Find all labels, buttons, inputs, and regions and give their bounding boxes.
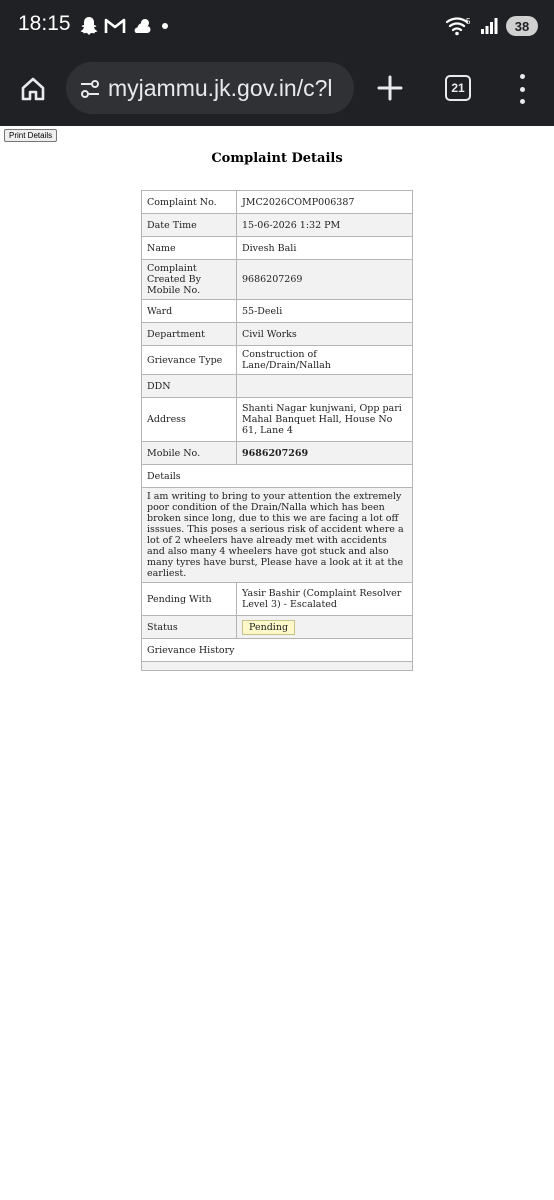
- row-label: Name: [142, 237, 237, 260]
- status-badge: Pending: [242, 620, 295, 635]
- new-tab-button[interactable]: [374, 72, 406, 104]
- table-row-address: [142, 398, 413, 442]
- row-label: Department: [142, 323, 237, 346]
- signal-icon: [480, 17, 498, 35]
- row-label: Pending With: [142, 583, 237, 616]
- home-icon: [19, 75, 47, 103]
- grievance-history-body: [142, 662, 413, 671]
- row-value: Shanti Nagar kunjwani, Opp pari Mahal Banquet Hall, House No 61, Lane 4: [237, 398, 413, 442]
- table-row-complaint-no: [142, 191, 413, 214]
- table-row-pending-with: [142, 583, 413, 616]
- row-value: Civil Works: [237, 323, 413, 346]
- row-value: [237, 375, 413, 398]
- print-details-button[interactable]: Print Details: [4, 129, 57, 142]
- row-value: JMC2026COMP006387: [237, 191, 413, 214]
- row-label: Date Time: [142, 214, 237, 237]
- status-bar: [0, 0, 554, 52]
- table-row-status: [142, 616, 413, 639]
- row-label: Status: [142, 616, 237, 639]
- row-value: 55-Deeli: [237, 300, 413, 323]
- details-text: I am writing to bring to your attention the extremely poor condition of the Drain/Nalla which has been broken since long, due to this we are facing a lot off isssues. This poses a serious risk of accident where a lot of 2 wheelers have already met with accidents and also many 4 wheelers have got stuck and also many tyres have burst, Please have a look at it at the earliest.: [142, 488, 413, 583]
- weather-icon: [132, 16, 154, 36]
- row-label: Complaint Created By Mobile No.: [142, 260, 237, 300]
- table-row-created-by-mobile: [142, 260, 413, 300]
- battery-indicator: 38: [506, 16, 538, 36]
- table-row-date-time: [142, 214, 413, 237]
- tab-switcher-button[interactable]: 21: [445, 75, 471, 101]
- dot-icon: [160, 21, 170, 31]
- menu-dot-icon: [520, 99, 525, 104]
- table-row-mobile-no: [142, 442, 413, 465]
- complaint-details-table: [141, 190, 413, 671]
- row-label: Complaint No.: [142, 191, 237, 214]
- row-label: DDN: [142, 375, 237, 398]
- wifi-badge: 5: [466, 17, 471, 26]
- table-row-details-header: [142, 465, 413, 488]
- browser-toolbar: [0, 60, 554, 116]
- table-row-department: [142, 323, 413, 346]
- page-content: [0, 126, 554, 1200]
- status-right: [446, 14, 538, 38]
- table-row-grievance-history-empty: [142, 662, 413, 671]
- table-row-grievance-history: [142, 639, 413, 662]
- gmail-icon: [104, 17, 126, 35]
- row-label: Grievance Type: [142, 346, 237, 375]
- row-label: Address: [142, 398, 237, 442]
- row-value: Construction of Lane/Drain/Nallah: [237, 346, 413, 375]
- table-row-ddn: [142, 375, 413, 398]
- browser-chrome: [0, 0, 554, 126]
- page-title: Complaint Details: [211, 151, 343, 166]
- row-value: Yasir Bashir (Complaint Resolver Level 3) - Escalated: [237, 583, 413, 616]
- menu-dot-icon: [520, 74, 525, 79]
- row-value: 9686207269: [237, 442, 413, 465]
- row-label: Ward: [142, 300, 237, 323]
- status-time: 18:15: [18, 12, 71, 35]
- row-value: 15-06-2026 1:32 PM: [237, 214, 413, 237]
- row-value: [237, 616, 413, 639]
- menu-dot-icon: [520, 87, 525, 92]
- wifi-icon: [446, 16, 472, 36]
- url-text[interactable]: myjammu.jk.gov.in/c?l: [108, 75, 333, 101]
- snapchat-icon: [80, 16, 98, 36]
- grievance-history-header: Grievance History: [142, 639, 413, 662]
- row-value: 9686207269: [237, 260, 413, 300]
- notification-icons: [80, 14, 170, 38]
- row-value: Divesh Bali: [237, 237, 413, 260]
- row-label: Mobile No.: [142, 442, 237, 465]
- menu-button[interactable]: [512, 74, 532, 104]
- table-row-name: [142, 237, 413, 260]
- table-row-grievance-type: [142, 346, 413, 375]
- address-bar[interactable]: [66, 62, 354, 114]
- table-row-details-text: [142, 488, 413, 583]
- table-row-ward: [142, 300, 413, 323]
- site-settings-icon[interactable]: [78, 77, 102, 101]
- details-header: Details: [142, 465, 413, 488]
- home-button[interactable]: [16, 72, 50, 106]
